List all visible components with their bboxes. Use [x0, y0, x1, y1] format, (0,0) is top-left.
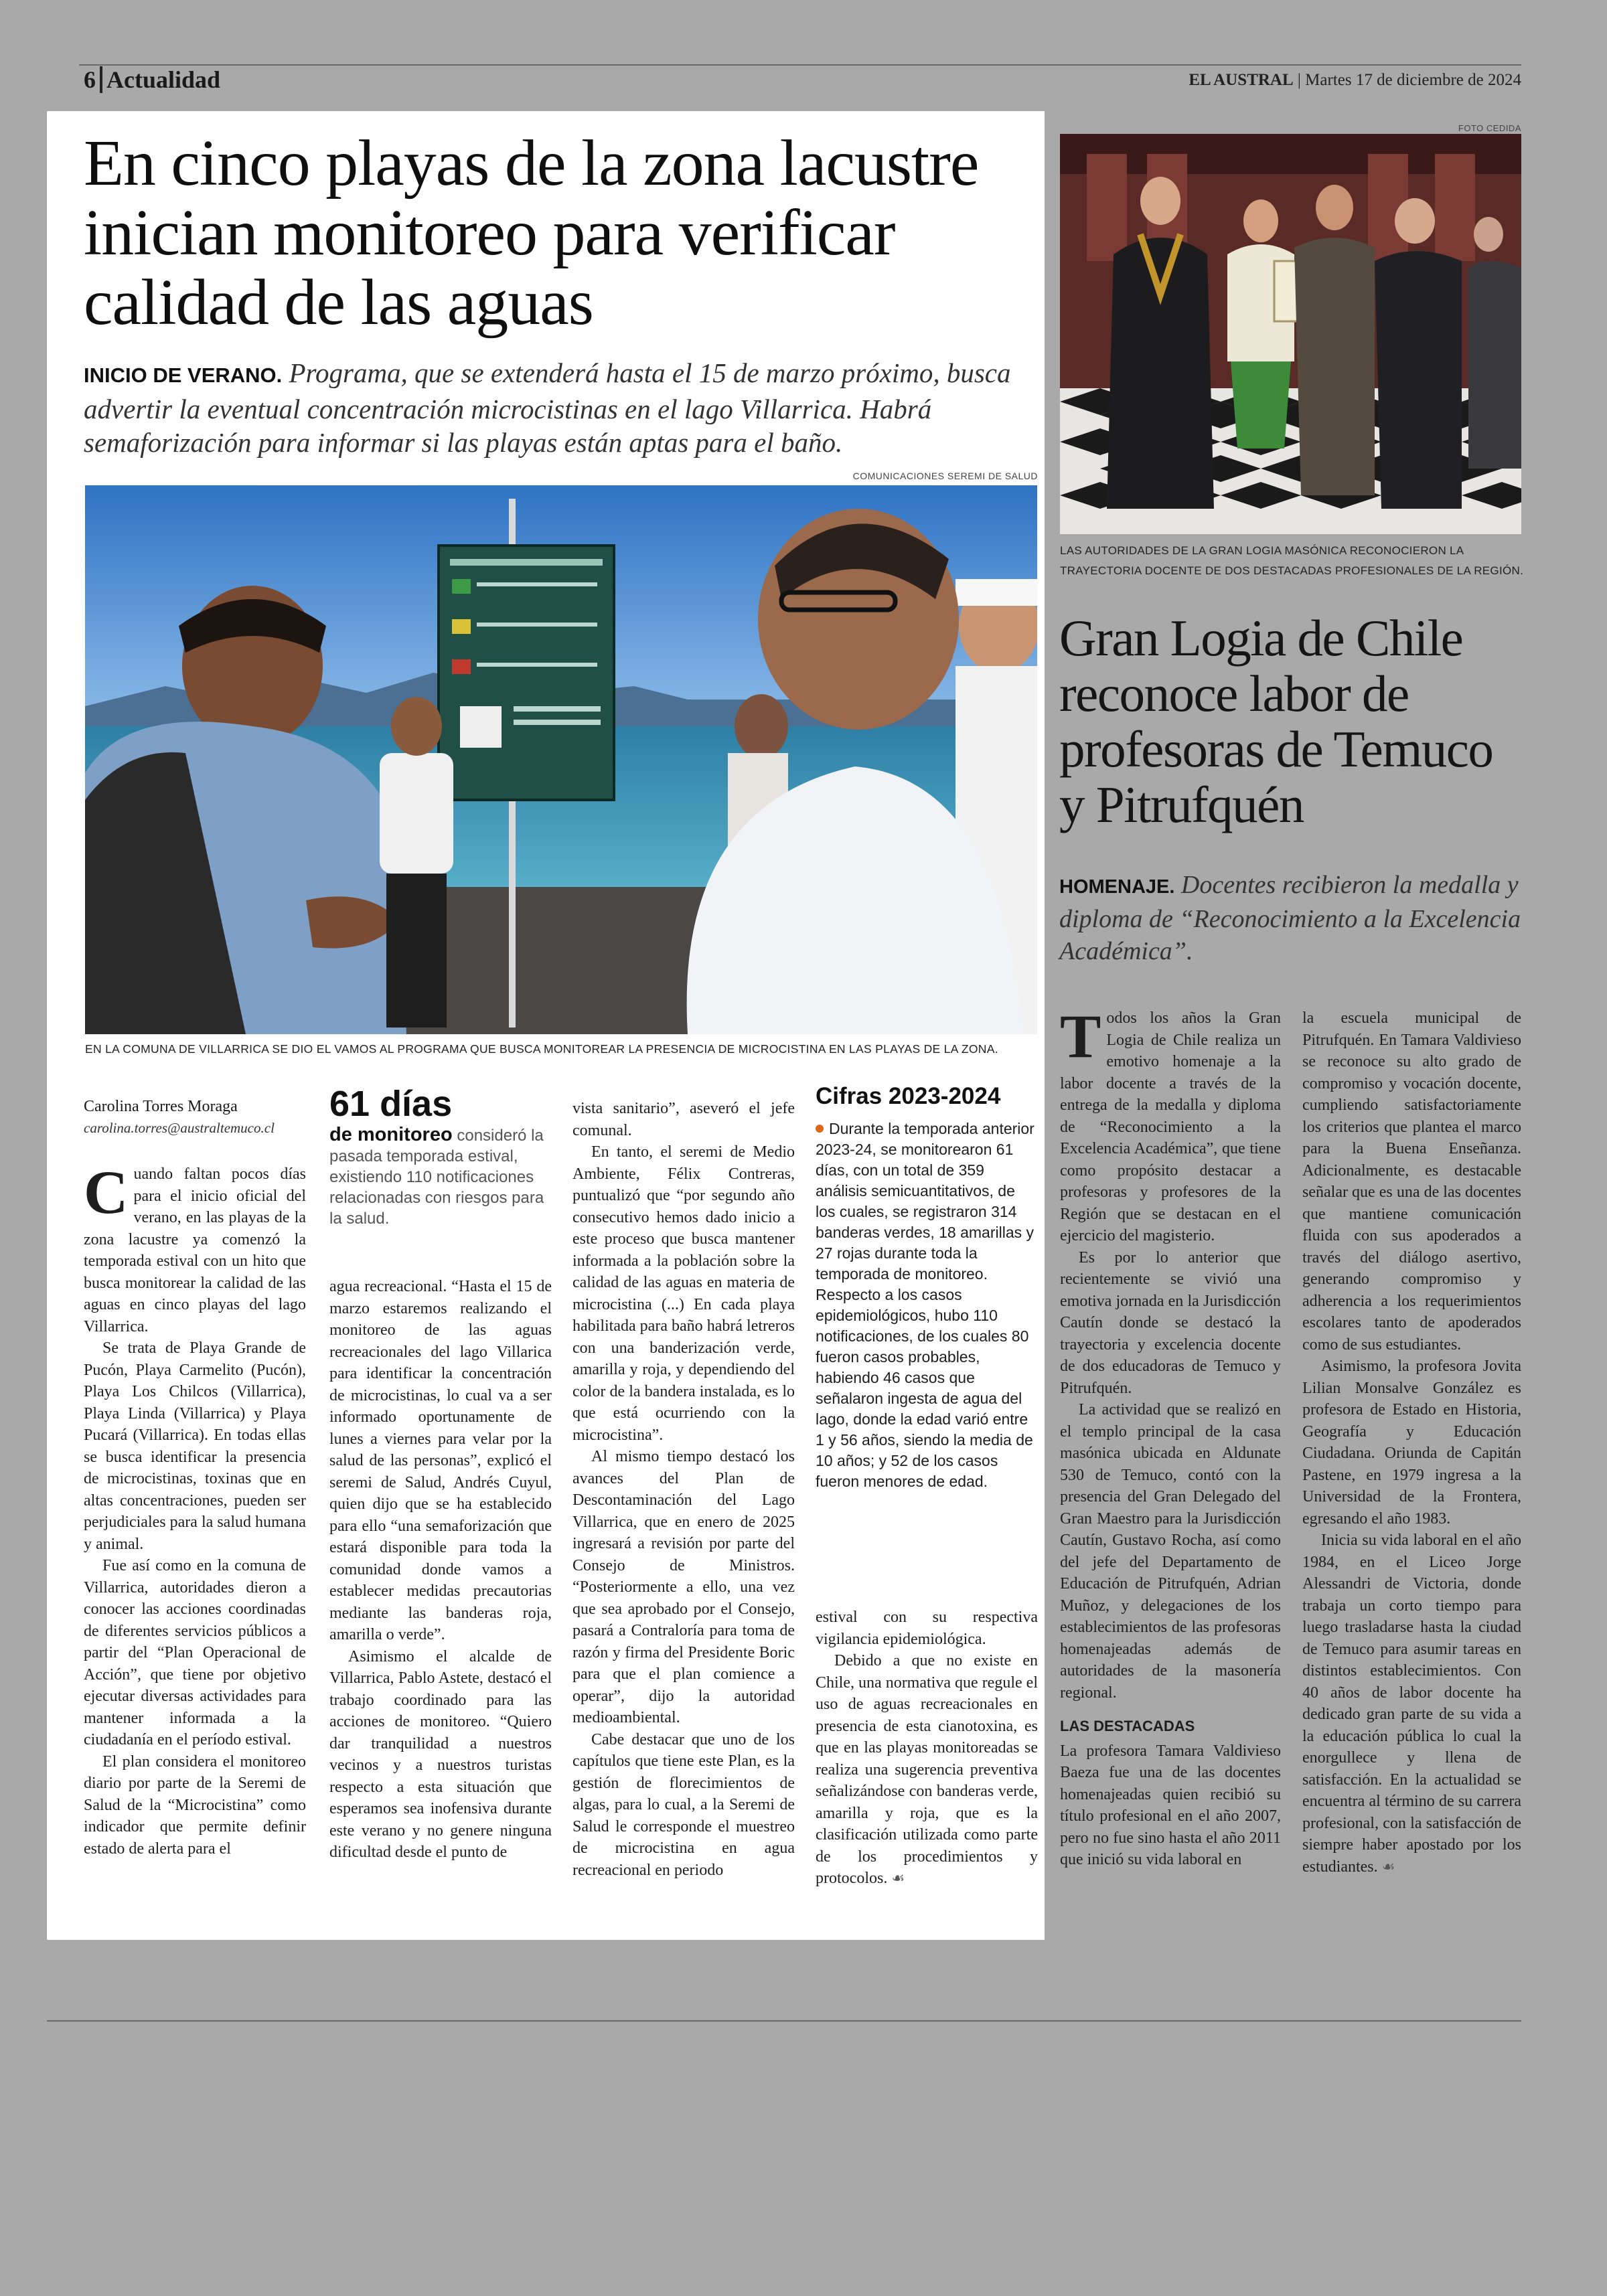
side-photo-caption: LAS AUTORIDADES DE LA GRAN LOGIA MASÓNICA RECONOCIERON LA TRAYECTORIA DOCENTE DE DOS DESTACADAS PROFESIONALES DE LA REGIÓN. — [1060, 544, 1524, 577]
cifras-box — [816, 1083, 1038, 1492]
cifras-text: Durante la temporada anterior 2023-24, se monitorearon 61 días, con un total de 359 análisis semicuantitativos, de los cuales, se registraron 314 banderas verdes, 18 amarillas y 27 rojas durante toda la temporada de monitoreo. Respecto a los casos epidemiológicos, hubo 110 notificaciones, de los cuales 80 fueron casos probables, habiendo 46 casos que señalaron ingesta de agua del lago, donde la edad varió entre 1 y 56 años, siendo la media de 10 años; y 52 de los casos fueron menores de edad. — [816, 1120, 1035, 1490]
page-number: 6 — [84, 66, 96, 93]
side-paragraph — [1060, 1002, 1281, 1247]
side-paragraph: Inicia su vida laboral en el año 1984, en el Liceo Jorge Alessandri de Victoria, donde trabaja un corto tiempo para luego trasladarse hasta la ciudad de Temuco para asumir tareas en distintos establecimientos. Con 40 años de labor docente ha dedicado gran parte de su vida a la educación pública lo cual la enorgullece y llena de satisfacción. En la actualidad se encuentra al término de su carrera profesional, con la satisfacción de siempre haber apostado por los estudiantes. ☙ — [1302, 1532, 1521, 1876]
end-mark: ☙ — [1381, 1858, 1395, 1876]
drop-cap: C — [84, 1158, 129, 1226]
main-paragraph: Cabe destacar que uno de los capítulos que tiene este Plan, es la gestión de florecimientos de algas, para lo cual, a la Seremi de Salud le corresponde el muestreo de microcistina en agua recreacional en periodo — [572, 1730, 795, 1879]
cifras-title: Cifras 2023-2024 — [816, 1083, 1001, 1109]
main-paragraph: estival con su respectiva vigilancia epidemiológica. — [816, 1609, 1038, 1648]
side-paragraph: la escuela municipal de Pitrufquén. En Tamara Valdivieso se reconoce su alto grado de compromiso y vocación docente, cumpliendo satisfactoriamente los criterios que plantea el marco para la Buena Enseñanza. Adicionalmente, es destacable señalar que es una de las docentes que mantiene comunicación fluida con sus apoderados a través del diálogo asertivo, generando compromiso y adherencia a los requerimientos escolares tanto de apoderados como de sus estudiantes. — [1302, 1009, 1521, 1354]
main-column-3 — [572, 1098, 795, 1881]
bottom-rule — [47, 2020, 1521, 2022]
main-paragraph: En tanto, el seremi de Medio Ambiente, Félix Contreras, puntualizó que “por segundo año consecutivo hemos dado inicio a este proceso que busca mantener informada a la población sobre la calidad de las aguas en materia de microcistina (...) En cada playa habilitada para baño habrá letreros con una banderización verde, amarilla y roja, y dependiendo del color de la bandera instalada, es lo que está ocurriendo con la microcistina”. — [572, 1143, 795, 1444]
main-deck-kicker: INICIO DE VERANO. — [84, 363, 283, 387]
main-paragraph: Debido a que no existe en Chile, una normativa que regule el uso de aguas recreacionales en presencia de esta cianotoxina, es que en las playas monitoreadas se realiza una sugerencia preventiva señalizándose con banderas verde, amarilla y roja, que es la clasificación utilizada como parte de los procedimientos y protocolos. ☙ — [816, 1652, 1038, 1887]
top-rule — [79, 64, 1521, 66]
main-paragraph: Se trata de Playa Grande de Pucón, Playa Carmelito (Pucón), Playa Los Chilcos (Villarrica), Playa Linda (Villarrica) y Playa Pucará (Villarrica). En todas ellas se busca identificar la presencia de microcistinas, toxinas que en altas concentraciones, pueden ser perjudiciales para la salud humana y animal. — [84, 1339, 306, 1553]
side-paragraph-text: odos los años la Gran Logia de Chile realiza un emotivo homenaje a la labor docente a través de la entrega de la medalla y diploma de “Reconocimiento a la Excelencia Académica”, que tiene como propósito destacar a profesoras y profesores de la Región que se destacan en el ejercicio del magisterio. — [1060, 1009, 1281, 1244]
author-byline — [84, 1098, 275, 1137]
side-deck-kicker: HOMENAJE. — [1059, 876, 1175, 898]
side-paragraph: La profesora Tamara Valdivieso Baeza fue una de las docentes homenajeadas quien recibió su título profesional en el año 2007, pero no fue sino hasta el año 2011 que inició su vida laboral en — [1060, 1742, 1281, 1868]
side-paragraph: La actividad que se realizó en el templo principal de la casa masónica ubicada en Aldunate 530 de Temuco, contó con la presencia del Gran Delegado del Gran Maestro para la Jurisdicción Cautín, Gustavo Rocha, así como del jefe del Departamento de Educación de Pitrufquén, Adrian Muñoz, y delegaciones de los establecimientos de las profesoras homenajeadas además de autoridades de la masonería regional. — [1060, 1401, 1281, 1702]
main-column-1 — [84, 1158, 306, 1860]
issue-date: Martes 17 de diciembre de 2024 — [1305, 71, 1521, 89]
main-column-2 — [329, 1276, 552, 1864]
side-photo — [1060, 134, 1521, 534]
end-mark: ☙ — [891, 1870, 905, 1887]
main-paragraph: El plan considera el monitoreo diario por parte de la Seremi de Salud de la “Microcistina” como indicador que permite definir estado de alerta para el — [84, 1752, 306, 1858]
side-deck-text: Docentes recibieron la medalla y diploma de “Reconocimiento a la Excelencia Académica”. — [1059, 871, 1521, 965]
main-photo-caption: EN LA COMUNA DE VILLARRICA SE DIO EL VAMOS AL PROGRAMA QUE BUSCA MONITOREAR LA PRESENCIA DE MICROCISTINA EN LAS PLAYAS DE LA ZONA. — [85, 1042, 998, 1056]
main-headline: En cinco playas de la zona lacustre inician monitoreo para verificar calidad de las aguas — [84, 127, 979, 339]
author-name: Carolina Torres Moraga — [84, 1098, 238, 1115]
stat-text: consideró la pasada temporada estival, existiendo 110 notificaciones relacionadas con riesgos para la salud. — [329, 1127, 544, 1228]
main-photo-credit: COMUNICACIONES SEREMI DE SALUD — [852, 471, 1038, 481]
side-photo-credit: FOTO CEDIDA — [1458, 123, 1521, 133]
main-paragraph: Asimismo el alcalde de Villarrica, Pablo Astete, destacó el trabajo coordinado para las acciones de monitoreo. “Quiero dar tranquilidad a nuestros vecinos y a nuestros turistas respecto a esta situación que esperamos sea inofensiva durante este verano y no genere ninguna dificultad desde el punto de — [329, 1647, 552, 1861]
side-deck — [1059, 869, 1528, 967]
side-column-2 — [1302, 1007, 1521, 1878]
main-paragraph: Al mismo tiempo destacó los avances del Plan de Descontaminación del Lago Villarrica, que en enero de 2025 ingresará a revisión por parte del Consejo de Ministros. “Posteriormente a ello, una vez que sea aprobado por el Consejo, pasará a Contraloría para toma de razón y firma del Presidente Boric para que el plan comience a operar”, dijo la autoridad medioambiental. — [572, 1448, 795, 1726]
page-header-masthead: EL AUSTRAL | Martes 17 de diciembre de 2024 — [1189, 71, 1521, 89]
drop-cap: T — [1060, 1002, 1101, 1070]
main-photo — [85, 485, 1037, 1034]
main-column-4 — [816, 1607, 1038, 1890]
side-paragraph: Es por lo anterior que recientemente se vivió una emotiva jornada en la Jurisdicción Cautín donde se destacó la trayectoria y excelencia docente de dos educadoras de Temuco y Pitrufquén. — [1060, 1248, 1281, 1397]
lodge-ceremony-illustration — [1060, 134, 1521, 534]
main-paragraph: Fue así como en la comuna de Villarrica, autoridades dieron a conocer las acciones coordinadas de diferentes servicios públicos a partir del “Plan Operacional de Acción”, que tiene por objetivo ejecutar diversas actividades para mantener informada a la ciudadanía en el período estival. — [84, 1557, 306, 1748]
beach-scene-illustration — [85, 485, 1037, 1034]
side-headline: Gran Logia de Chile reconoce labor de profesoras de Temuco y Pitrufquén — [1059, 609, 1493, 833]
section-name: Actualidad — [106, 66, 221, 93]
stat-box — [329, 1083, 554, 1229]
page-header-section — [84, 66, 220, 94]
main-deck-text: Programa, que se extenderá hasta el 15 de marzo próximo, busca advertir la eventual concentración microcistinas en el lago Villarrica. Habrá semaforización para informar si las playas están aptas para el baño. — [84, 357, 1011, 458]
main-paragraph — [84, 1158, 306, 1337]
stat-subtitle: de monitoreo — [329, 1124, 453, 1145]
main-deck — [84, 356, 1048, 459]
side-column-1 — [1060, 1002, 1281, 1871]
main-paragraph-text: uando faltan pocos días para el inicio oficial del verano, en las playas de la zona lacustre ya comenzó la temporada estival con un hito que busca monitorear la calidad de las aguas en cinco playas del lago Villarrica. — [84, 1165, 306, 1335]
side-paragraph: Asimismo, la profesora Jovita Lilian Monsalve González es profesora de Estado en Historia, Geografía y Educación Ciudadana. Oriunda de Capitán Pastene, en 1979 ingresa a la Universidad de la Frontera, egresando el año 1983. — [1302, 1358, 1521, 1528]
author-email: carolina.torres@australtemuco.cl — [84, 1120, 275, 1136]
main-paragraph: vista sanitario”, aseveró el jefe comunal. — [572, 1100, 795, 1139]
main-paragraph: agua recreacional. “Hasta el 15 de marzo estaremos realizando el monitoreo de las aguas recreacionales del lago Villarica para identificar la concentración de microcistinas, lo cual va a ser informado oportunamente de lunes a viernes para velar por la salud de las personas”, explicó el seremi de Salud, Andrés Cuyul, quien dijo que se ha establecido para ello “una semaforización que estará disponible para toda la comunidad donde vamos a establecer medidas precautorias mediante las banderas roja, amarilla o verde”. — [329, 1278, 552, 1643]
side-subhead: LAS DESTACADAS — [1060, 1718, 1195, 1734]
paper-name: EL AUSTRAL — [1189, 71, 1294, 89]
stat-number: 61 días — [329, 1084, 453, 1124]
bullet-dot — [816, 1125, 824, 1133]
